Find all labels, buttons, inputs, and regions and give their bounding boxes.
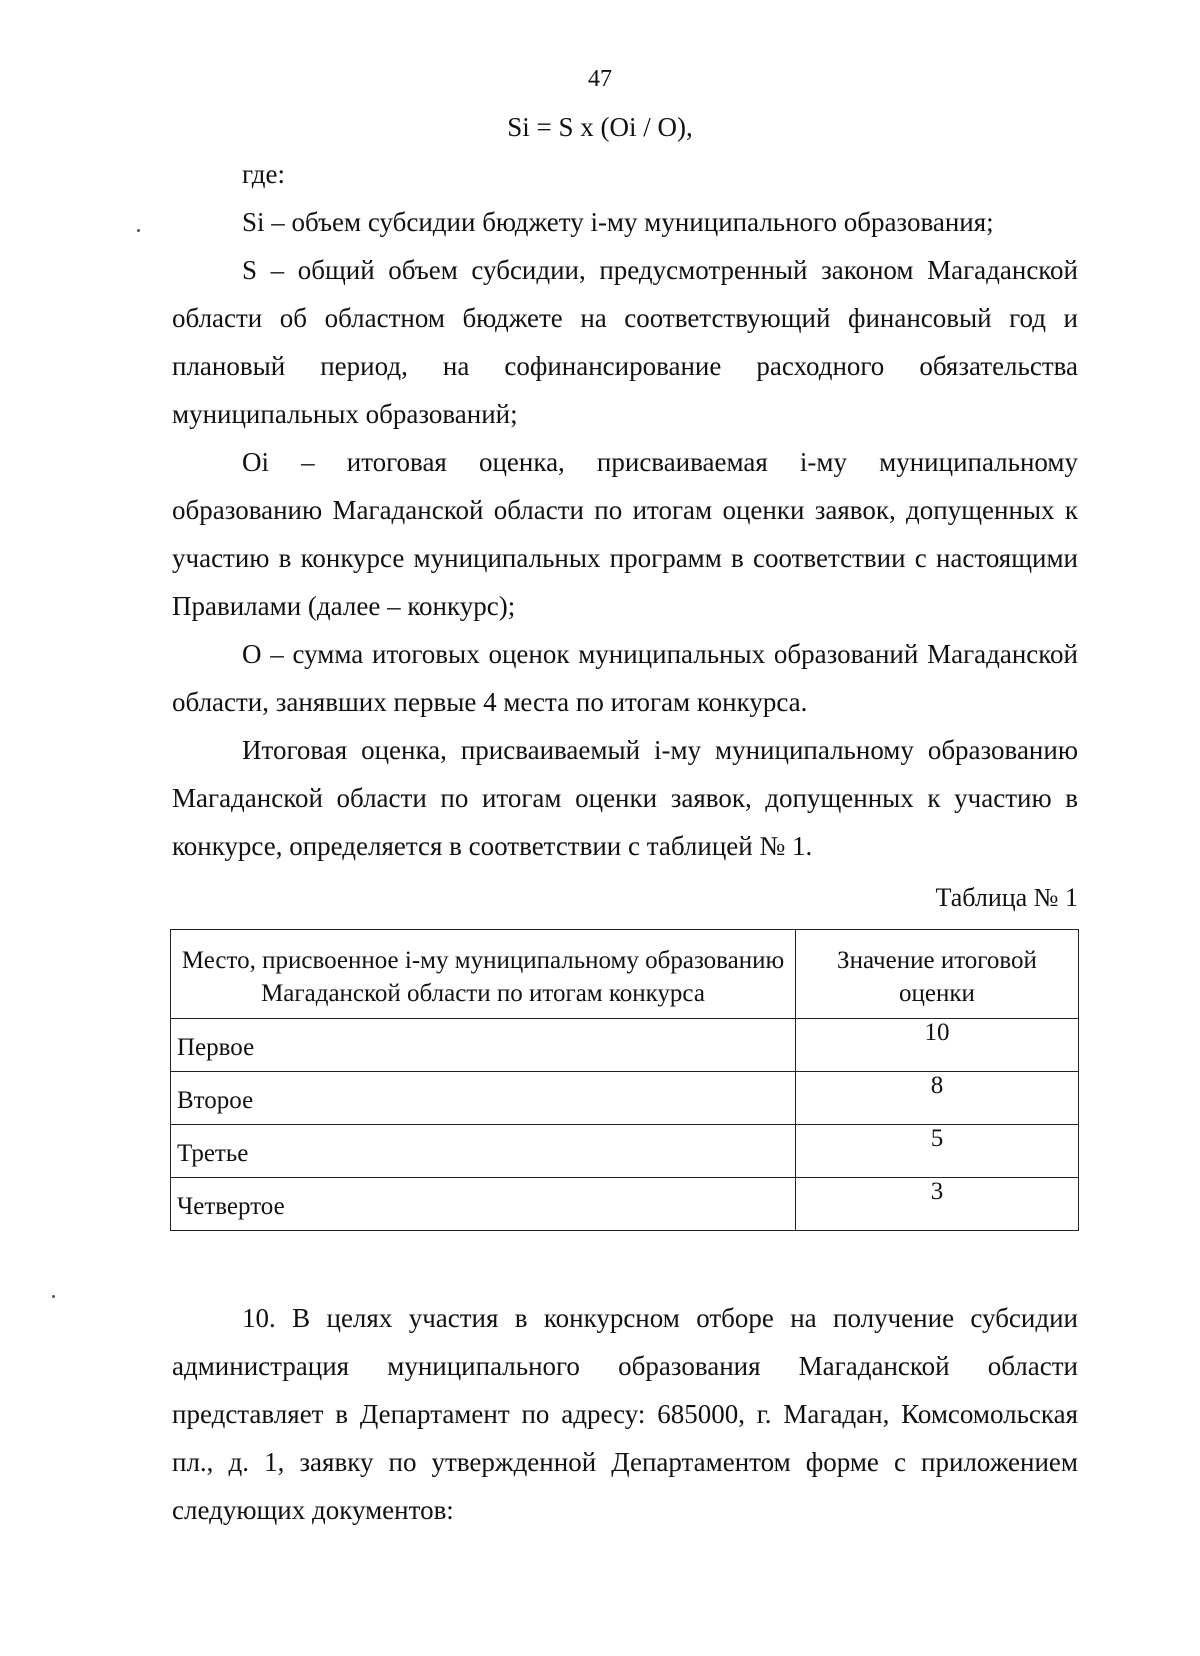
subsidy-formula: Si = S x (Oi / O), bbox=[507, 112, 693, 142]
score-paragraph: Итоговая оценка, присваиваемый i-му муниципальному образованию Магаданской области по итогам оценки заявок, допущенных к участию в конкурсе, определяется в соответствии с таблицей № 1. bbox=[172, 735, 1078, 861]
scan-speck bbox=[137, 229, 140, 232]
table-cell-place bbox=[171, 1125, 796, 1178]
definition-o: O – сумма итоговых оценок муниципальных образований Магаданской области, занявших первые 4 места по итогам конкурса. bbox=[172, 639, 1078, 717]
table-cell-score: 3 bbox=[796, 1178, 1079, 1231]
table-row bbox=[171, 1019, 1079, 1072]
definition-oi: Oi – итоговая оценка, присваиваемая i-му муниципальному образованию Магаданской области по итогам оценки заявок, допущенных к участию в конкурсе муниципальных программ в соответствии с настоящими Правилами (далее – конкурс); bbox=[172, 447, 1078, 621]
scores-table bbox=[170, 929, 1079, 1231]
place-label: Третье bbox=[177, 1140, 249, 1167]
header-score: Значение итоговой оценки bbox=[796, 930, 1079, 1019]
table-cell-place bbox=[171, 1178, 796, 1231]
table-row bbox=[171, 1125, 1079, 1178]
place-label: Первое bbox=[177, 1034, 255, 1061]
scan-speck bbox=[52, 1295, 55, 1298]
table-header-row bbox=[171, 930, 1079, 1019]
table-cell-place bbox=[171, 1072, 796, 1125]
clause-10: 10. В целях участия в конкурсном отборе на получение субсидии администрация муниципального образования Магаданской области представляет в Департамент по адресу: 685000, г. Магадан, Комсомольская пл., д. 1, заявку по утвержденной Департаментом форме с приложением следующих документов: bbox=[172, 1303, 1078, 1525]
table-row bbox=[171, 1178, 1079, 1231]
place-label: Второе bbox=[177, 1087, 254, 1114]
table-caption: Таблица № 1 bbox=[935, 883, 1078, 912]
table-row bbox=[171, 1072, 1079, 1125]
where-label: где: bbox=[242, 159, 285, 189]
table-cell-score: 10 bbox=[796, 1019, 1079, 1072]
definition-si: Si – объем субсидии бюджету i-му муниципального образования; bbox=[242, 207, 994, 237]
page-number: 47 bbox=[588, 66, 612, 92]
place-label: Четвертое bbox=[177, 1193, 285, 1220]
definition-s: S – общий объем субсидии, предусмотренный законом Магаданской области об областном бюджете на соответствующий финансовый год и плановый период, на софинансирование расходного обязательства муниципальных образований; bbox=[172, 255, 1078, 429]
definitions-block bbox=[172, 150, 1078, 870]
header-place: Место, присвоенное i-му муниципальному образованию Магаданской области по итогам конкурса bbox=[171, 930, 796, 1019]
table-cell-score: 5 bbox=[796, 1125, 1079, 1178]
table-cell-score: 8 bbox=[796, 1072, 1079, 1125]
clause-10-block bbox=[172, 1294, 1078, 1534]
table-cell-place bbox=[171, 1019, 796, 1072]
